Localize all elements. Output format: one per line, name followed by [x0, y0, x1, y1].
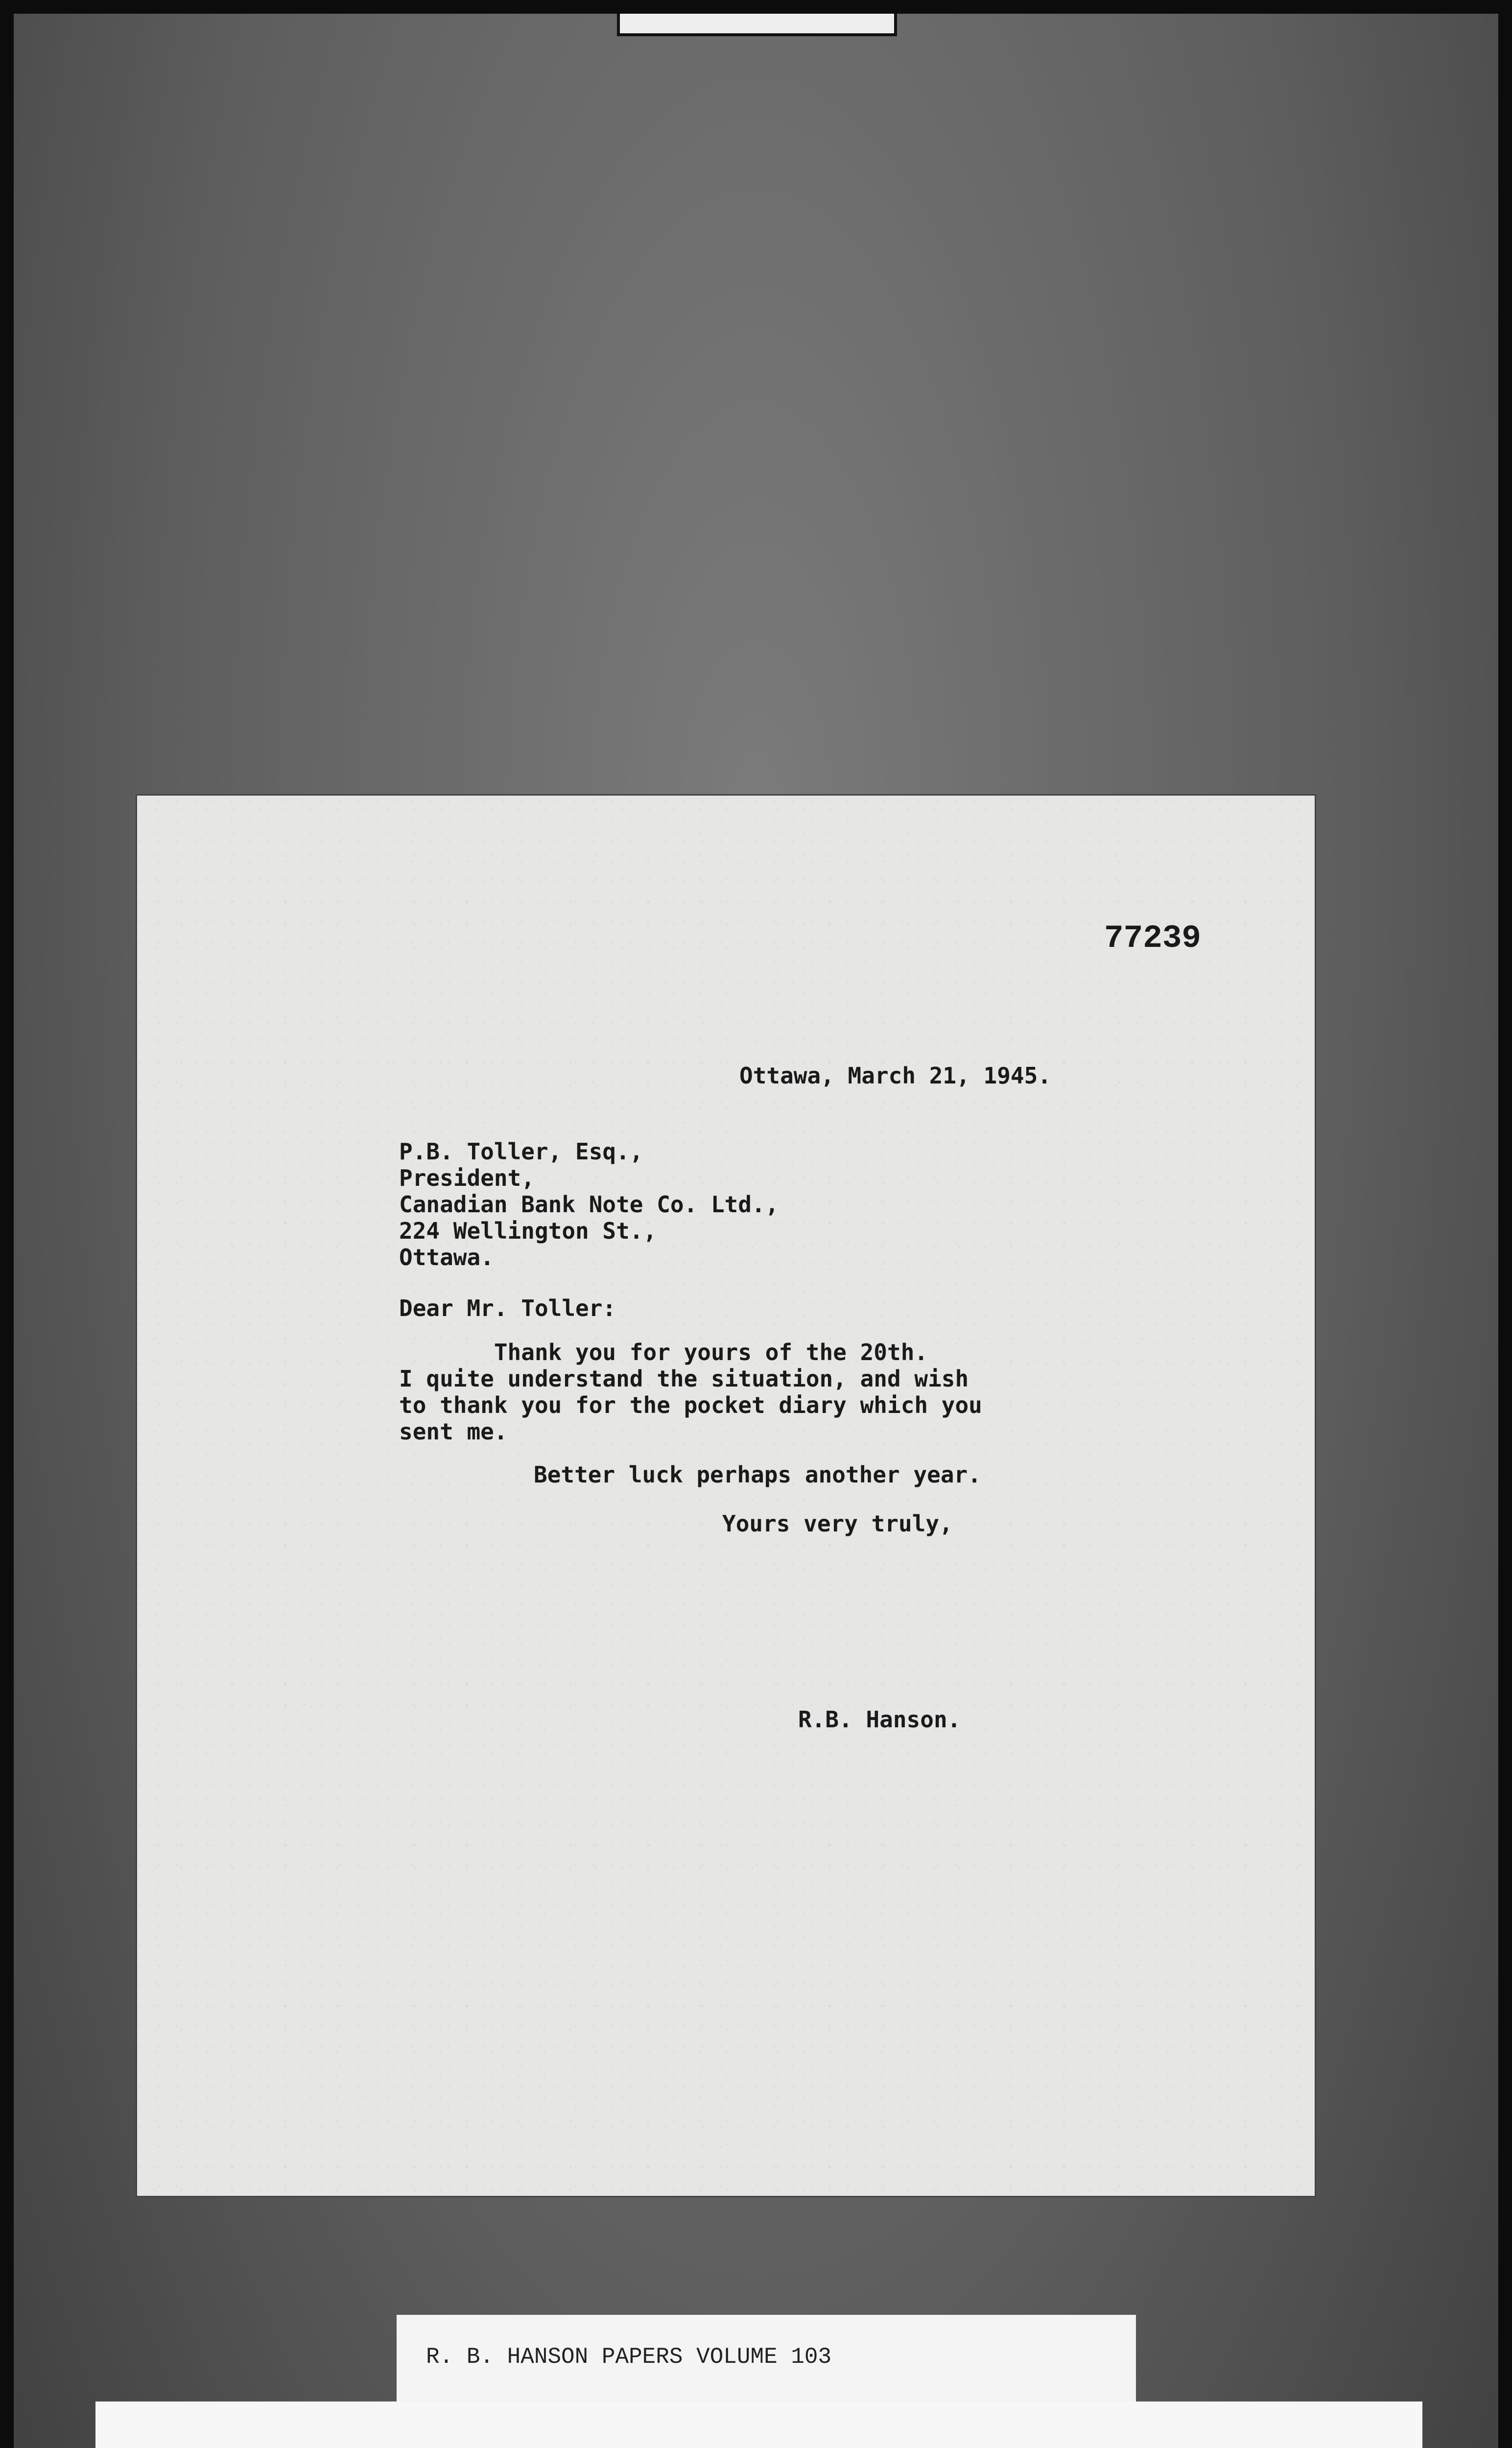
document-number: 77239: [1104, 920, 1202, 957]
letter-page: [137, 796, 1315, 2196]
body-line: sent me.: [399, 1418, 508, 1445]
complimentary-close: Yours very truly,: [722, 1510, 953, 1537]
body-line: I quite understand the situation, and wish: [399, 1365, 969, 1392]
address-line: P.B. Toller, Esq.,: [399, 1138, 643, 1165]
closing-line: Better luck perhaps another year.: [534, 1461, 981, 1488]
address-line: Canadian Bank Note Co. Ltd.,: [399, 1191, 779, 1218]
mount-tab: [617, 0, 897, 36]
date-line: Ottawa, March 21, 1945.: [739, 1062, 1051, 1089]
address-line: President,: [399, 1165, 535, 1191]
body-line: to thank you for the pocket diary which you: [399, 1392, 982, 1418]
archive-card: [95, 2401, 1422, 2448]
address-line: 224 Wellington St.,: [399, 1218, 657, 1244]
signature: R.B. Hanson.: [798, 1706, 961, 1733]
address-line: Ottawa.: [399, 1244, 494, 1271]
body-line: Thank you for yours of the 20th.: [399, 1339, 928, 1365]
salutation: Dear Mr. Toller:: [399, 1295, 616, 1321]
collection-label-text: R. B. HANSON PAPERS VOLUME 103: [426, 2344, 832, 2370]
